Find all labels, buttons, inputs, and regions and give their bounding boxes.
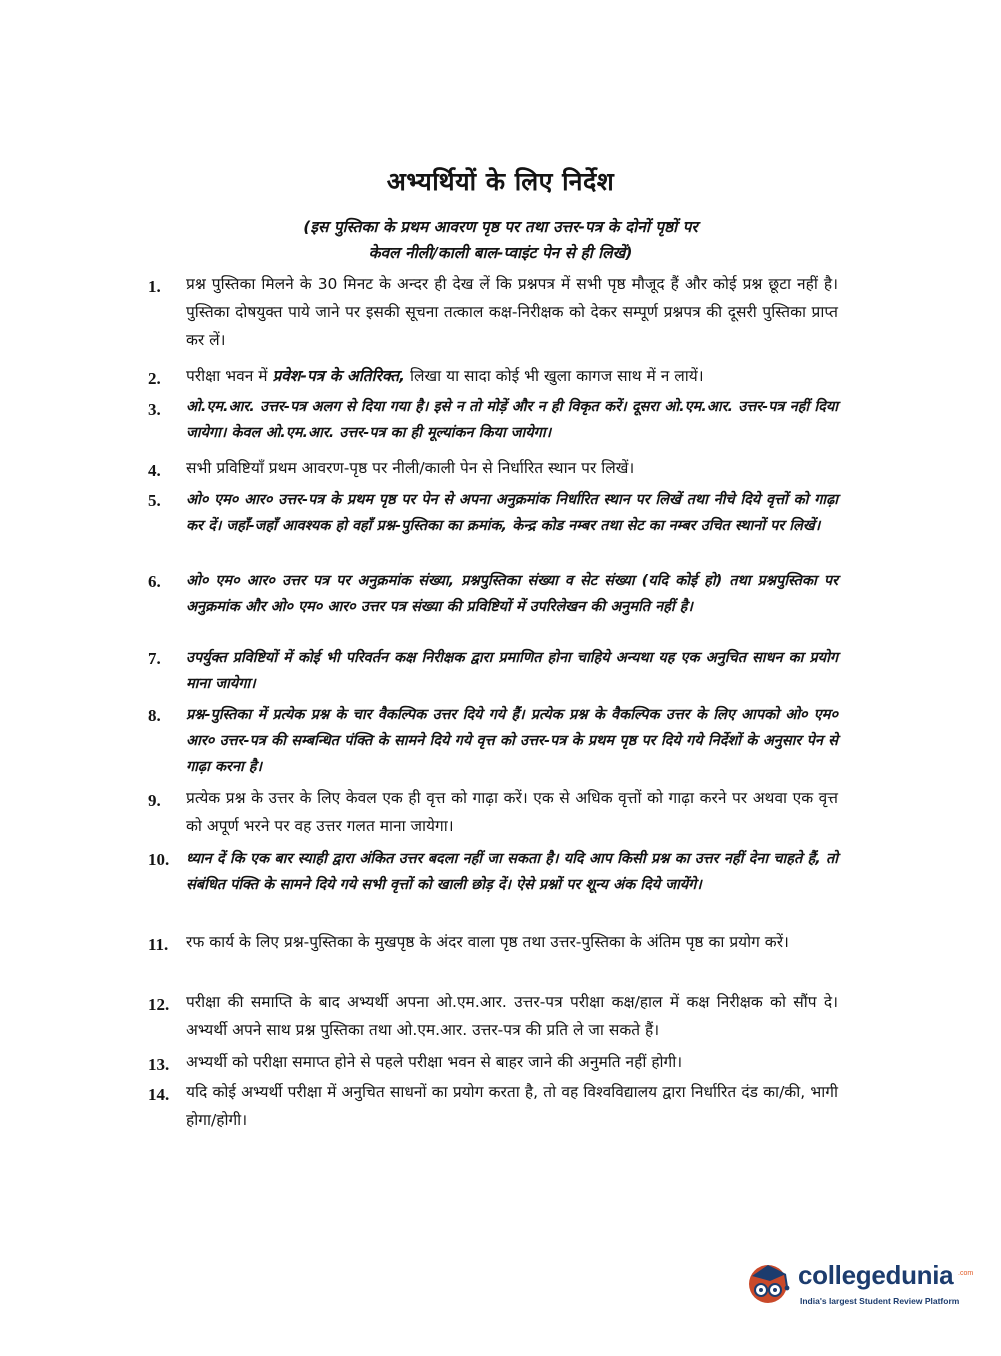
item-text-emphasis: प्रवेश-पत्र के अतिरिक्त, — [272, 367, 406, 385]
mascot-icon — [742, 1254, 794, 1306]
logo-tagline: India's largest Student Review Platform — [800, 1296, 960, 1306]
item-text: अभ्यर्थी को परीक्षा समाप्त होने से पहले परीक्षा भवन से बाहर जाने की अनुमति नहीं होगी। — [186, 1053, 683, 1071]
item-number: 2. — [148, 369, 161, 388]
item-number: 1. — [148, 277, 161, 296]
subtitle-line-1: (इस पुस्तिका के प्रथम आवरण पृष्ठ पर तथा उत्तर-पत्र के दोनों पृष्ठों पर — [303, 218, 698, 236]
item-text-part: परीक्षा भवन में — [186, 367, 273, 385]
item-number: 13. — [148, 1055, 170, 1074]
item-text: यदि कोई अभ्यर्थी परीक्षा में अनुचित साधनों का प्रयोग करता है, तो वह विश्वविद्यालय द्वारा निर्धारित दंड का/की, भागी होगा/होगी। — [186, 1083, 838, 1129]
item-number: 3. — [148, 400, 161, 419]
item-text: ओ० एम० आर० उत्तर पत्र पर अनुक्रमांक संख्या, प्रश्नपुस्तिका संख्या व सेट संख्या (यदि कोई हो) तथा प्रश्नपुस्तिका पर अनुक्रमांक और ओ० एम० आर० उत्तर पत्र संख्या की प्रविष्टियों में उपरिलेखन की अनुमति नहीं है। — [186, 573, 838, 615]
subtitle-line-2: केवल नीली/काली बाल-प्वाइंट पेन से ही लिखें) — [368, 244, 633, 262]
item-number: 12. — [148, 995, 170, 1014]
item-number: 10. — [148, 850, 170, 869]
item-text: ओ० एम० आर० उत्तर-पत्र के प्रथम पृष्ठ पर पेन से अपना अनुक्रमांक निर्धारित स्थान पर लिखें तथा नीचे दिये वृत्तों को गाढ़ा कर दें। जहाँ-जहाँ आवश्यक हो वहाँ प्रश्न-पुस्तिका का क्रमांक, केन्द्र कोड नम्बर तथा सेट का नम्बर उचित स्थानों पर लिखें। — [186, 492, 838, 534]
item-number: 11. — [148, 935, 169, 954]
item-number: 9. — [148, 791, 161, 810]
item-text: प्रश्न-पुस्तिका में प्रत्येक प्रश्न के चार वैकल्पिक उत्तर दिये गये हैं। प्रत्येक प्रश्न के वैकल्पिक उत्तर के लिए आपको ओ० एम० आर० उत्तर-पत्र की सम्बन्धित पंक्ति के सामने दिये गये वृत्त को उत्तर-पत्र के प्रथम पृष्ठ पर दिये गये निर्देशों के अनुसार पेन से गाढ़ा करना है। — [186, 707, 838, 775]
item-text: सभी प्रविष्टियाँ प्रथम आवरण-पृष्ठ पर नीली/काली पेन से निर्धारित स्थान पर लिखें। — [186, 459, 635, 477]
item-text: परीक्षा की समाप्ति के बाद अभ्यर्थी अपना ओ.एम.आर. उत्तर-पत्र परीक्षा कक्ष/हाल में कक्ष निरीक्षक को सौंप दे। अभ्यर्थी अपने साथ प्रश्न पुस्तिका तथा ओ.एम.आर. उत्तर-पत्र की प्रति ले जा सकते हैं। — [186, 993, 838, 1039]
item-text: प्रत्येक प्रश्न के उत्तर के लिए केवल एक ही वृत्त को गाढ़ा करें। एक से अधिक वृत्तों को गाढ़ा करने पर अथवा एक वृत्त को अपूर्ण भरने पर वह उत्तर गलत माना जायेगा। — [186, 789, 838, 835]
page-title: अभ्यर्थियों के लिए निर्देश — [386, 167, 615, 196]
item-text: उपर्युक्त प्रविष्टियों में कोई भी परिवर्तन कक्ष निरीक्षक द्वारा प्रमाणित होना चाहिये अन्यथा यह एक अनुचित साधन का प्रयोग माना जायेगा। — [186, 650, 838, 692]
item-text-part: लिखा या सादा कोई भी खुला कागज साथ में न लायें। — [405, 367, 704, 385]
collegedunia-logo — [742, 1252, 972, 1322]
subtitle — [0, 214, 1001, 266]
item-number: 14. — [148, 1085, 170, 1104]
item-number: 4. — [148, 461, 161, 480]
logo-domain: .com — [958, 1270, 974, 1277]
item-text: प्रश्न पुस्तिका मिलने के 30 मिनट के अन्दर ही देख लें कि प्रश्नपत्र में सभी पृष्ठ मौजूद हैं और कोई प्रश्न छूटा नहीं है। पुस्तिका दोषयुक्त पाये जाने पर इसकी सूचना तत्काल कक्ष-निरीक्षक को देकर सम्पूर्ण प्रश्नपत्र की दूसरी पुस्तिका प्राप्त कर लें। — [186, 275, 838, 349]
item-number: 7. — [148, 649, 161, 668]
item-text: रफ कार्य के लिए प्रश्न-पुस्तिका के मुखपृष्ठ के अंदर वाला पृष्ठ तथा उत्तर-पुस्तिका के अंतिम पृष्ठ का प्रयोग करें। — [186, 933, 789, 951]
logo-name: collegedunia — [798, 1260, 954, 1290]
item-number: 6. — [148, 572, 161, 591]
item-text: ओ.एम.आर. उत्तर-पत्र अलग से दिया गया है। इसे न तो मोड़ें और न ही विकृत करें। दूसरा ओ.एम.आर. उत्तर-पत्र नहीं दिया जायेगा। केवल ओ.एम.आर. उत्तर-पत्र का ही मूल्यांकन किया जायेगा। — [186, 399, 838, 441]
item-number: 5. — [148, 491, 161, 510]
item-number: 8. — [148, 706, 161, 725]
item-text — [186, 362, 838, 390]
item-text: ध्यान दें कि एक बार स्याही द्वारा अंकित उत्तर बदला नहीं जा सकता है। यदि आप किसी प्रश्न का उत्तर नहीं देना चाहते हैं, तो संबंधित पंक्ति के सामने दिये गये सभी वृत्तों को खाली छोड़ दें। ऐसे प्रश्नों पर शून्य अंक दिये जायेंगे। — [186, 851, 838, 893]
